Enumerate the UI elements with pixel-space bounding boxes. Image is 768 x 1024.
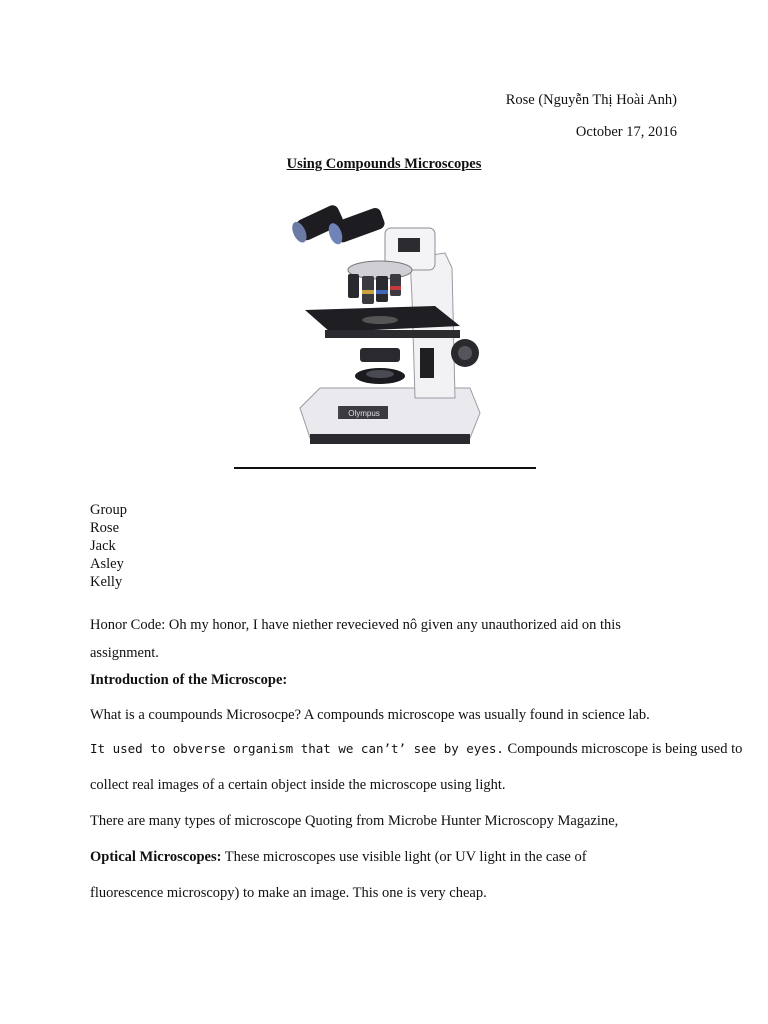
honor-code-line-2: assignment. (90, 645, 159, 661)
paragraph-line: There are many types of microscope Quoting from Microbe Hunter Microscopy Magazine, (90, 813, 619, 829)
document-title: Using Compounds Microscopes (286, 156, 482, 172)
paragraph-segment-mono: It used to obverse organism that we can’t’ see by eyes. (90, 741, 504, 756)
optical-microscopes-heading: Optical Microscopes: (90, 849, 222, 865)
paragraph-line (90, 849, 690, 866)
microscope-figure (280, 198, 490, 453)
intro-heading: Introduction of the Microscope: (90, 672, 288, 688)
paragraph-segment: These microscopes use visible light (or UV light in the case of (221, 849, 587, 865)
paragraph-line (90, 741, 743, 758)
horizontal-rule (234, 467, 536, 469)
author-name: Rose (Nguyễn Thị Hoài Anh) (505, 92, 677, 108)
group-list (90, 501, 127, 591)
paragraph-line: fluorescence microscopy) to make an image. This one is very cheap. (90, 885, 487, 901)
honor-code-line-1: Honor Code: Oh my honor, I have niether revecieved nô given any unauthorized aid on this (90, 617, 621, 633)
paragraph-segment: Compounds microscope is being used to (503, 741, 743, 757)
document-date: October 17, 2016 (575, 124, 677, 140)
paragraph-line: collect real images of a certain object inside the microscope using light. (90, 777, 506, 793)
group-member: Kelly (90, 574, 123, 590)
group-member: Jack (90, 538, 116, 554)
group-member: Rose (90, 520, 119, 536)
paragraph-line: What is a coumpounds Microsocpe? A compounds microscope was usually found in science lab. (90, 707, 650, 723)
group-member: Asley (90, 556, 124, 572)
microscope-illustration-icon (280, 198, 490, 453)
brand-label: Olympus (348, 409, 380, 418)
group-label: Group (90, 502, 128, 518)
